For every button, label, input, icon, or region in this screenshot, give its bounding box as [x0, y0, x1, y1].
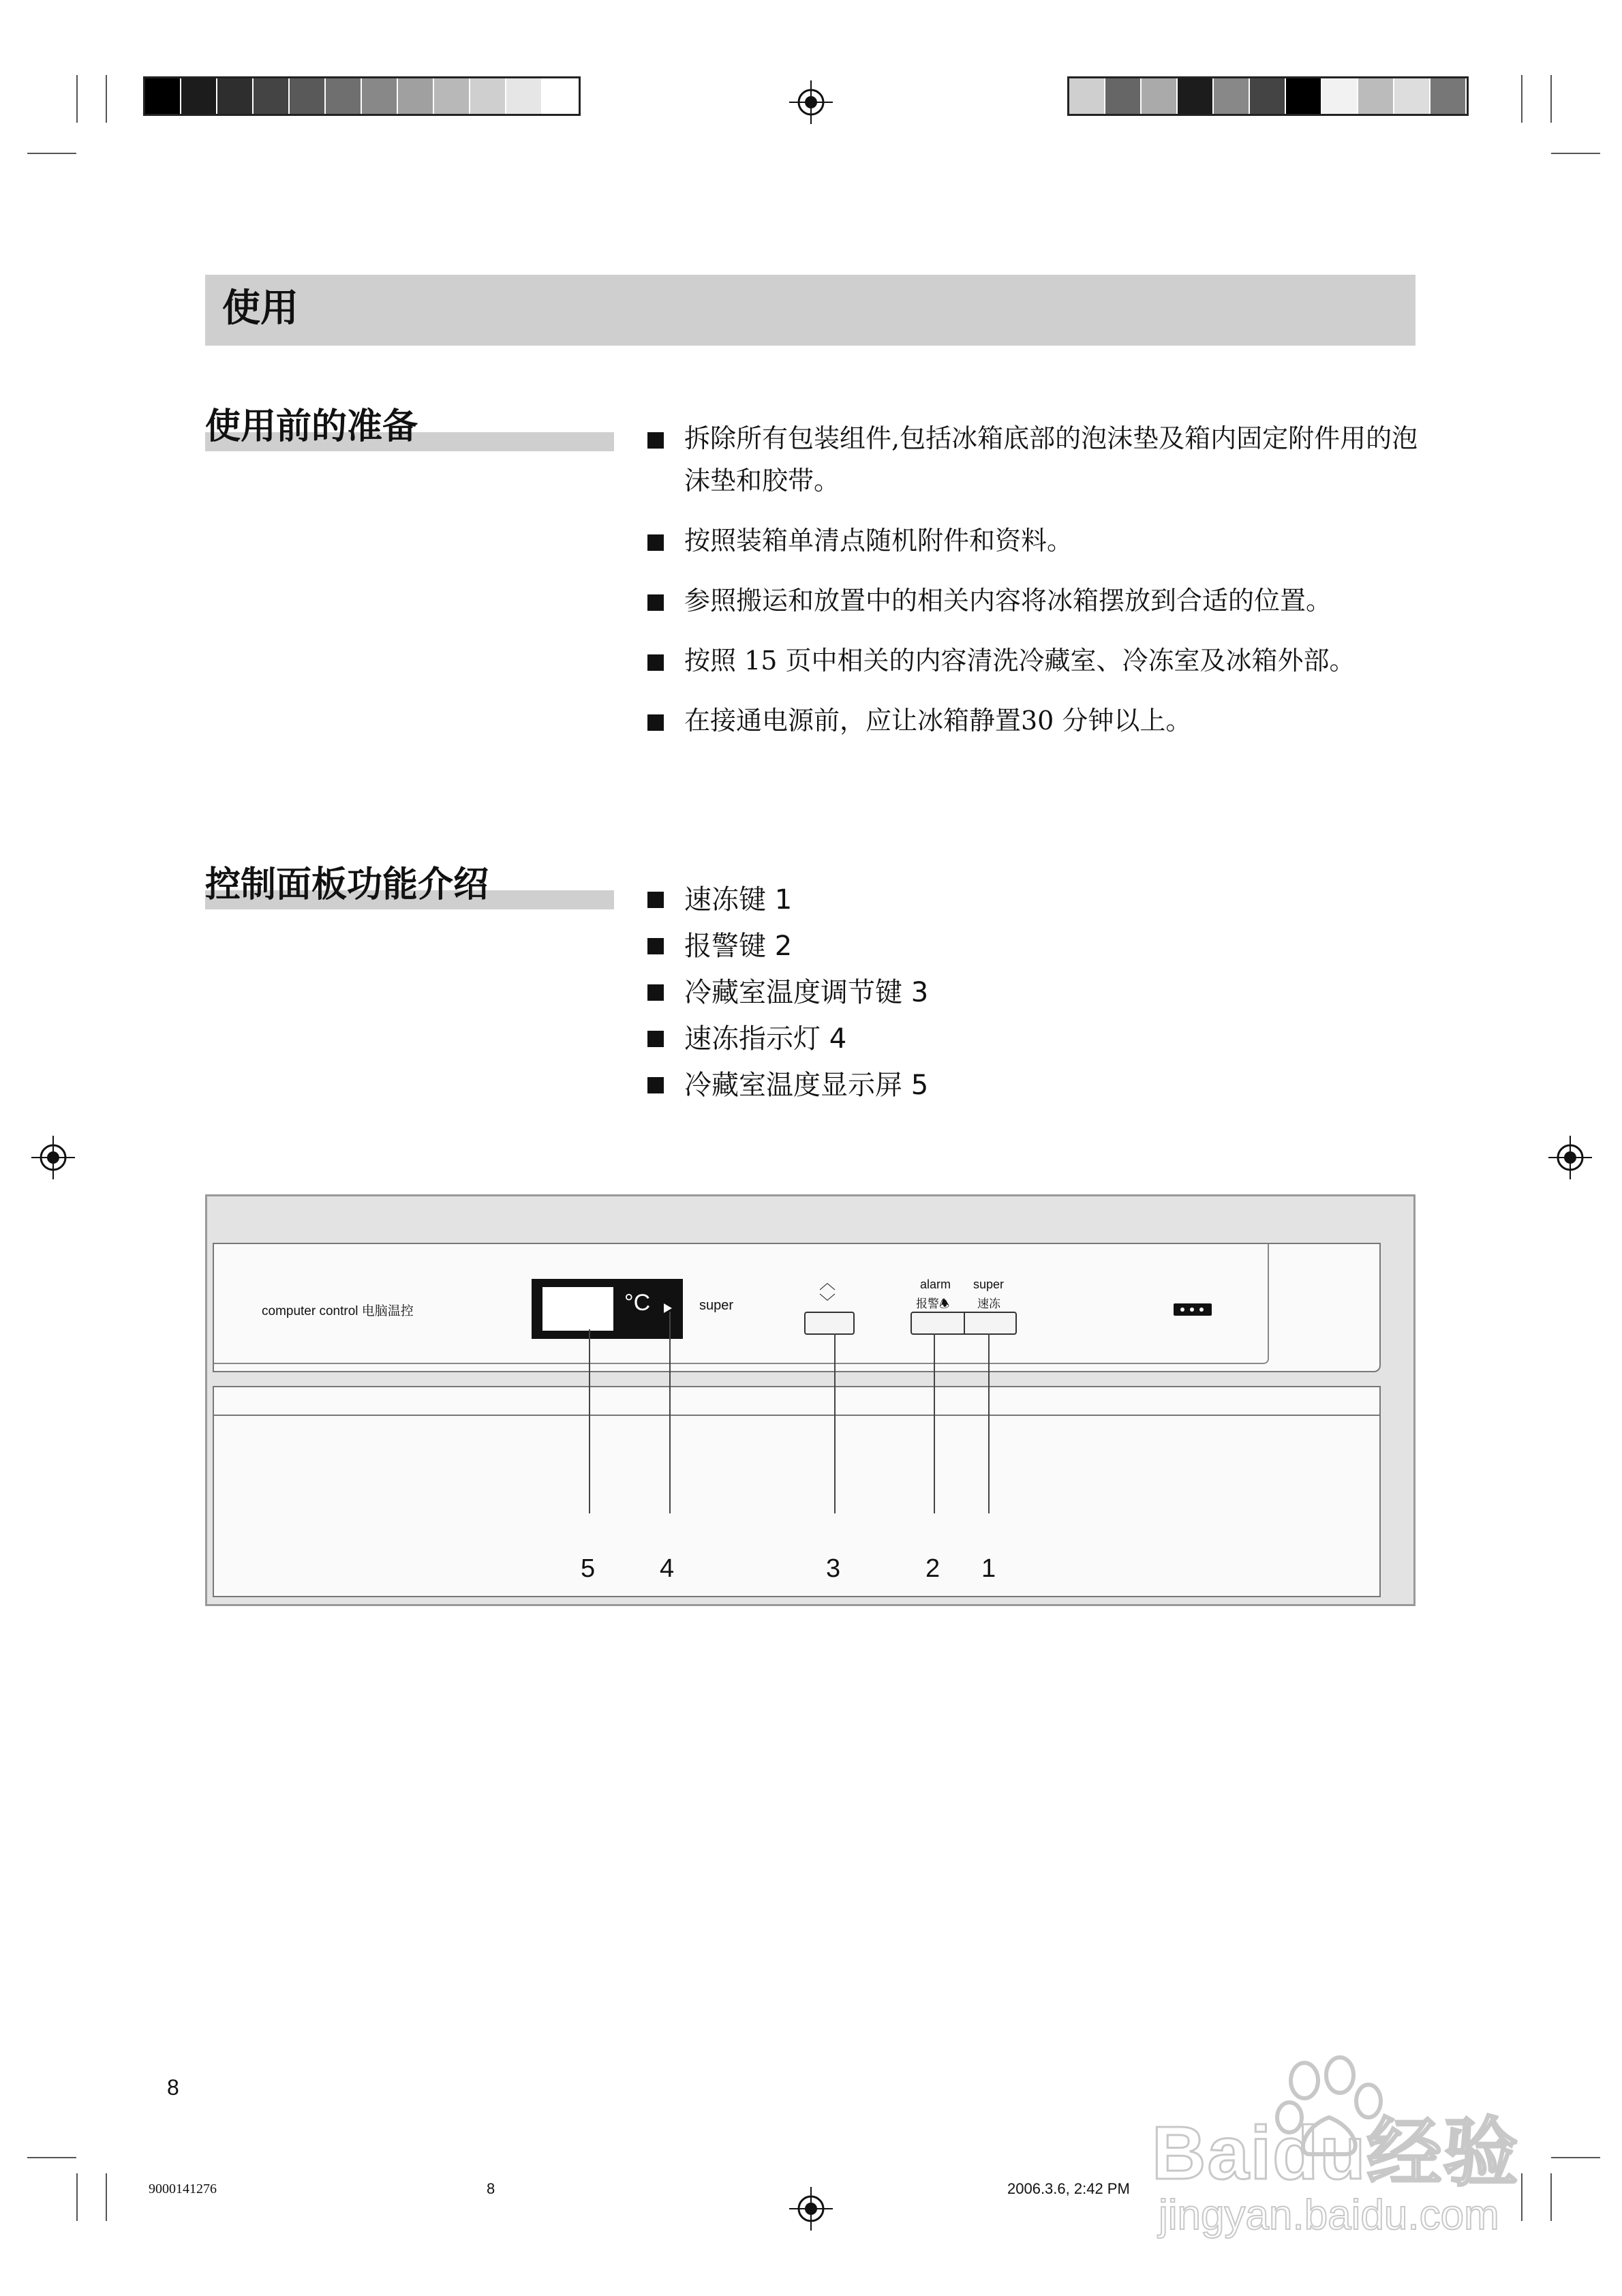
- list-item: [647, 417, 1431, 502]
- crop-mark-tl-h: [27, 153, 76, 154]
- prep-heading: 使用前的准备: [205, 406, 418, 447]
- color-swatch: [1394, 78, 1430, 114]
- color-swatch: [254, 78, 290, 114]
- panel-door-edge: [214, 1415, 1379, 1416]
- color-swatch: [217, 78, 254, 114]
- watermark-url: jingyan.baidu.com: [1159, 2192, 1499, 2239]
- registration-mark-top: [789, 80, 833, 124]
- list-item: [647, 639, 1431, 682]
- page-number: 8: [167, 2075, 179, 2100]
- callout-leader-2: [934, 1333, 935, 1513]
- prep-list: [647, 417, 1431, 742]
- bullet-square-icon: [647, 594, 664, 611]
- list-item: [647, 877, 1431, 923]
- list-item-text: 报警键 2: [684, 931, 793, 962]
- crop-mark-tl-v2: [106, 75, 107, 123]
- list-item: [647, 519, 1431, 562]
- color-swatch: [362, 78, 398, 114]
- alarm-label-cn-text: 报警: [916, 1297, 939, 1310]
- list-item-text: 速冻键 1: [684, 884, 793, 916]
- section-title-bar: [205, 275, 1416, 346]
- arrow-up-icon: ︿: [819, 1274, 836, 1293]
- panel-brand-label: computer control 电脑温控: [262, 1304, 414, 1318]
- registration-mark-bottom: [789, 2187, 833, 2231]
- bullet-square-icon: [647, 1031, 664, 1047]
- bullet-square-icon: [647, 1077, 664, 1093]
- crop-mark-br-h: [1551, 2157, 1600, 2158]
- color-swatch: [145, 78, 181, 114]
- fridge-temperature-button[interactable]: [804, 1312, 855, 1335]
- color-bar-left: [143, 76, 581, 116]
- temperature-display: [532, 1279, 683, 1339]
- list-item-text: 冷藏室温度调节键 3: [684, 977, 929, 1008]
- list-item: [647, 1062, 1431, 1108]
- callout-number-3: 3: [826, 1554, 841, 1583]
- list-item: [647, 1016, 1431, 1062]
- bullet-square-icon: [647, 654, 664, 671]
- arrow-down-icon: ﹀: [819, 1293, 836, 1312]
- footer-page: 8: [487, 2180, 495, 2197]
- temperature-unit: °C: [624, 1290, 651, 1316]
- panel-lower-door: [213, 1386, 1381, 1597]
- list-item-text: 按照 15 页中相关的内容清洗冷藏室、冷冻室及冰箱外部。: [684, 646, 1356, 676]
- callout-leader-1: [988, 1333, 990, 1513]
- color-swatch: [1430, 78, 1467, 114]
- list-item-text: 冷藏室温度显示屏 5: [684, 1070, 929, 1101]
- bullet-square-icon: [647, 534, 664, 551]
- super-indicator-light-icon: [664, 1303, 672, 1313]
- footer-timestamp: 2006.3.6, 2:42 PM: [1007, 2180, 1130, 2197]
- crop-mark-br-v: [1521, 2173, 1522, 2221]
- list-item-text: 参照搬运和放置中的相关内容将冰箱摆放到合适的位置。: [684, 586, 1332, 616]
- bullet-square-icon: [647, 714, 664, 731]
- registration-mark-left: [31, 1136, 75, 1179]
- bullet-square-icon: [647, 984, 664, 1001]
- color-swatch: [542, 78, 579, 114]
- color-bar-right: [1067, 76, 1469, 116]
- color-swatch: [470, 78, 506, 114]
- section-title: 使用: [222, 286, 299, 331]
- color-swatch: [1286, 78, 1322, 114]
- watermark-brand: Baidu经验: [1152, 2111, 1520, 2195]
- callout-number-5: 5: [581, 1554, 596, 1583]
- crop-mark-bl-h: [27, 2157, 76, 2158]
- list-item-text: 拆除所有包装组件,包括冰箱底部的泡沫垫及箱内固定附件用的泡沫垫和胶带。: [684, 423, 1418, 496]
- callout-number-1: 1: [981, 1554, 996, 1583]
- control-panel-illustration: [205, 1194, 1416, 1606]
- super-freeze-button[interactable]: [964, 1312, 1017, 1335]
- alarm-button[interactable]: [911, 1312, 965, 1335]
- color-swatch: [1105, 78, 1142, 114]
- footer-code: 9000141276: [149, 2181, 217, 2196]
- callout-leader-4: [669, 1312, 671, 1513]
- color-swatch: [290, 78, 326, 114]
- color-swatch: [506, 78, 542, 114]
- control-list: [647, 877, 1431, 1108]
- super-indicator-label: super: [699, 1298, 734, 1313]
- color-swatch: [1214, 78, 1250, 114]
- color-swatch: [326, 78, 362, 114]
- color-swatch: [1358, 78, 1394, 114]
- color-swatch: [434, 78, 470, 114]
- super-label-cn: 速冻: [977, 1297, 1000, 1310]
- alarm-label: alarm: [920, 1278, 951, 1291]
- crop-mark-tr-h: [1551, 153, 1600, 154]
- list-item-text: 速冻指示灯 4: [684, 1023, 847, 1055]
- color-swatch: [181, 78, 217, 114]
- alarm-bell-icon: 🕭: [939, 1297, 950, 1310]
- color-swatch: [398, 78, 434, 114]
- crop-mark-tl-v: [76, 75, 78, 123]
- color-swatch: [1322, 78, 1358, 114]
- color-swatch: [1250, 78, 1286, 114]
- color-swatch: [1142, 78, 1178, 114]
- callout-leader-3: [834, 1333, 836, 1513]
- crop-mark-bl-v: [76, 2173, 78, 2221]
- list-item: [647, 699, 1431, 742]
- crop-mark-tr-v: [1521, 75, 1522, 123]
- crop-mark-br-v2: [1550, 2173, 1552, 2221]
- temperature-display-window: [542, 1287, 613, 1331]
- list-item-text: 在接通电源前，应让冰箱静置30 分钟以上。: [684, 706, 1192, 736]
- color-swatch: [1069, 78, 1105, 114]
- list-item-text: 按照装箱单清点随机附件和资料。: [684, 526, 1073, 556]
- bullet-square-icon: [647, 892, 664, 908]
- list-item: [647, 923, 1431, 969]
- super-label: super: [973, 1278, 1005, 1291]
- registration-mark-right: [1548, 1136, 1592, 1179]
- color-swatch: [1178, 78, 1214, 114]
- callout-leader-5: [589, 1329, 590, 1513]
- crop-mark-tr-v2: [1550, 75, 1552, 123]
- bullet-square-icon: [647, 938, 664, 954]
- control-heading: 控制面板功能介绍: [205, 864, 489, 905]
- crop-mark-bl-v2: [106, 2173, 107, 2221]
- bullet-square-icon: [647, 432, 664, 449]
- list-item: [647, 969, 1431, 1016]
- callout-number-4: 4: [660, 1554, 675, 1583]
- status-lights-icon: [1174, 1303, 1212, 1316]
- callout-number-2: 2: [925, 1554, 940, 1583]
- list-item: [647, 579, 1431, 622]
